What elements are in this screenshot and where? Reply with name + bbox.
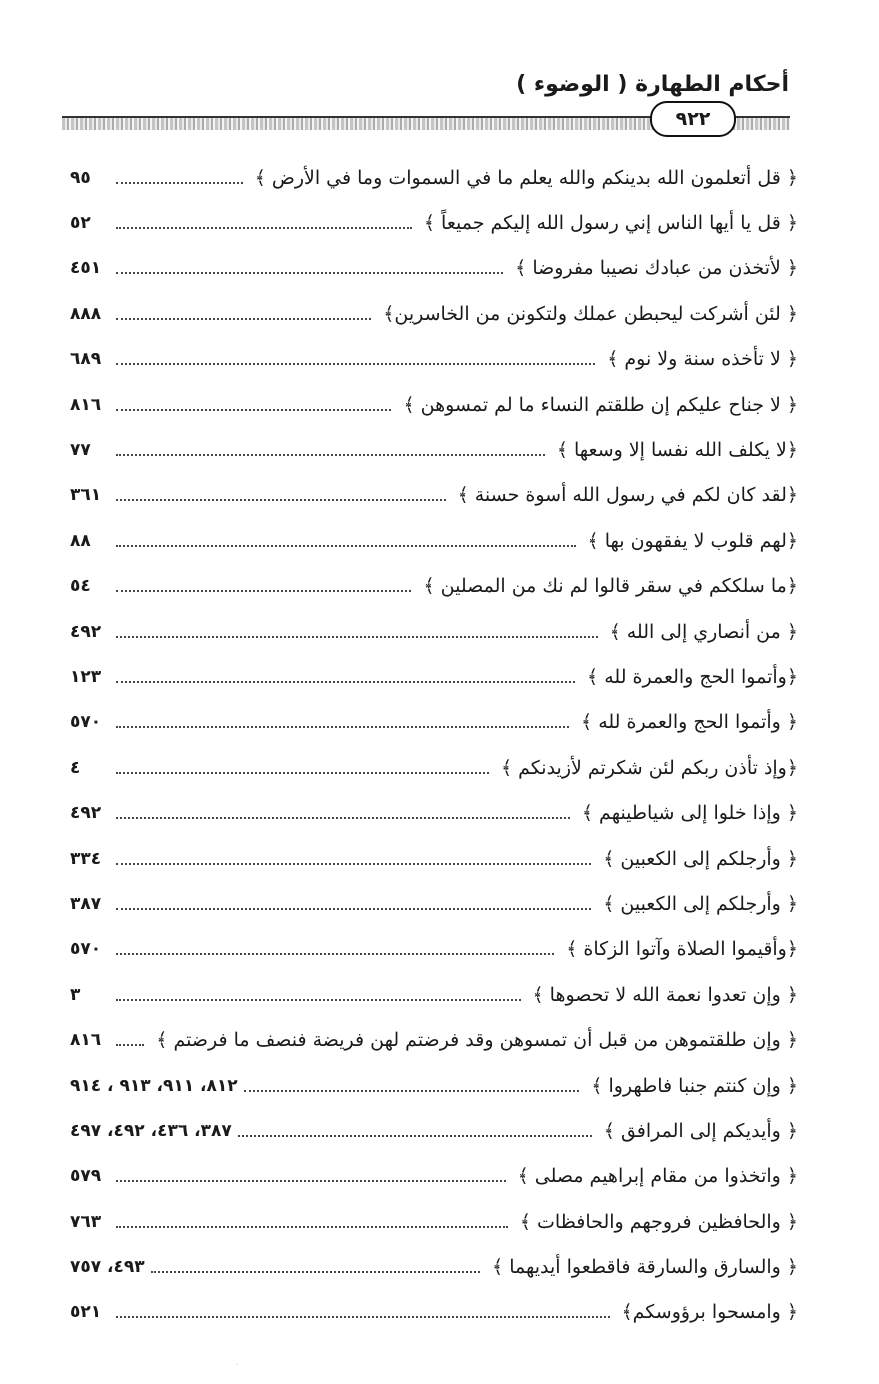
index-entry (70, 836, 798, 881)
index-entry (70, 1199, 798, 1244)
index-entry (70, 654, 798, 699)
verse-text: ﴿ والسارق والسارقة فاقطعوا أيديهما ﴾ (492, 1256, 798, 1279)
page-references: ٤٩٢ (70, 803, 102, 824)
dot-leader (151, 1271, 480, 1273)
index-entry (70, 518, 798, 563)
index-entry (70, 155, 798, 200)
dot-leader (116, 863, 591, 865)
verse-text: ﴿ وإن طلقتموهن من قبل أن تمسوهن وقد فرضتم لهن فريضة فنصف ما فرضتم ﴾ (156, 1029, 798, 1052)
page-references: ٤٩٣، ٧٥٧ (70, 1257, 145, 1278)
dot-leader (116, 726, 569, 728)
dot-leader (116, 545, 576, 547)
verse-index-list (70, 155, 798, 1335)
index-entry (70, 927, 798, 972)
dot-leader (116, 681, 575, 683)
index-entry (70, 745, 798, 790)
verse-text: ﴿وأقيموا الصلاة وآتوا الزكاة ﴾ (566, 938, 798, 961)
verse-text: ﴿ قل أتعلمون الله بدينكم والله يعلم ما في السموات وما في الأرض ﴾ (254, 166, 798, 189)
dot-leader (116, 454, 545, 456)
page-references: ٣٦١ (70, 485, 102, 506)
page-references: ٥٧٩ (70, 1166, 102, 1187)
verse-text: ﴿وإذ تأذن ربكم لئن شكرتم لأزيدنكم ﴾ (500, 756, 798, 779)
index-entry (70, 700, 798, 745)
page-references: ٥٤ (70, 576, 91, 597)
verse-text: ﴿لهم قلوب لا يفقهون بها ﴾ (587, 529, 798, 552)
verse-text: ﴿ وإذا خلوا إلى شياطينهم ﴾ (581, 802, 798, 825)
dot-leader (116, 1316, 610, 1318)
page-references: ٨١٦ (70, 394, 102, 415)
index-entry (70, 1154, 798, 1199)
verse-text: ﴿ وأرجلكم إلى الكعبين ﴾ (603, 847, 798, 870)
dot-leader (116, 182, 243, 184)
page-references: ٣٣٤ (70, 848, 102, 869)
index-entry (70, 473, 798, 518)
dot-leader (116, 1226, 508, 1228)
page-references: ٥٢ (70, 213, 91, 234)
dot-leader (116, 636, 598, 638)
verse-text: ﴿ لأتخذن من عبادك نصيبا مفروضا ﴾ (515, 257, 798, 280)
index-entry (70, 291, 798, 336)
index-entry (70, 246, 798, 291)
page-references: ٤ (70, 757, 81, 778)
page-references: ٤٥١ (70, 258, 102, 279)
index-entry (70, 1244, 798, 1289)
footer-mark: · (236, 1362, 238, 1369)
dot-leader (116, 499, 446, 501)
dot-leader (116, 908, 591, 910)
page-references: ١٢٣ (70, 666, 102, 687)
index-entry (70, 790, 798, 835)
running-header-title: أحكام الطهارة ( الوضوء ) (516, 72, 789, 97)
dot-leader (116, 590, 411, 592)
dot-leader (116, 227, 412, 229)
verse-text: ﴿لا يكلف الله نفسا إلا وسعها ﴾ (556, 439, 798, 462)
page-references: ٨٨٨ (70, 303, 102, 324)
page-references: ٧٦٣ (70, 1211, 102, 1232)
dot-leader (116, 318, 371, 320)
index-entry (70, 564, 798, 609)
verse-text: ﴿ من أنصاري إلى الله ﴾ (609, 620, 798, 643)
index-entry (70, 609, 798, 654)
page-references: ٨١٢، ٩١١، ٩١٣ ، ٩١٤ (70, 1075, 238, 1096)
dot-leader (116, 409, 391, 411)
page-number: ٩٢٢ (650, 101, 736, 137)
page-references: ٧٧ (70, 440, 91, 461)
page-references: ٣٨٧، ٤٣٦، ٤٩٢، ٤٩٧ (70, 1120, 232, 1141)
dot-leader (244, 1090, 580, 1092)
page-references: ٩٥ (70, 167, 91, 188)
index-entry (70, 337, 798, 382)
verse-text: ﴿ما سلككم في سقر قالوا لم نك من المصلين ﴾ (423, 575, 798, 598)
index-entry (70, 1290, 798, 1335)
dot-leader (238, 1135, 592, 1137)
index-entry (70, 881, 798, 926)
page-references: ٦٨٩ (70, 349, 102, 370)
index-entry (70, 1017, 798, 1062)
verse-text: ﴿وأتموا الحج والعمرة لله ﴾ (587, 665, 798, 688)
verse-text: ﴿ وامسحوا برؤوسكم﴾ (621, 1301, 798, 1324)
page-references: ٨٨ (70, 530, 91, 551)
dot-leader (116, 817, 570, 819)
verse-text: ﴿ وإن تعدوا نعمة الله لا تحصوها ﴾ (532, 983, 798, 1006)
dot-leader (116, 272, 503, 274)
page-references: ٥٧٠ (70, 712, 102, 733)
dot-leader (116, 772, 489, 774)
verse-text: ﴿ وأتموا الحج والعمرة لله ﴾ (581, 711, 798, 734)
page-references: ٨١٦ (70, 1030, 102, 1051)
verse-text: ﴿لقد كان لكم في رسول الله أسوة حسنة ﴾ (457, 484, 798, 507)
page-references: ٣٨٧ (70, 893, 102, 914)
verse-text: ﴿ واتخذوا من مقام إبراهيم مصلى ﴾ (517, 1165, 798, 1188)
dot-leader (116, 363, 595, 365)
dot-leader (116, 1180, 506, 1182)
index-entry (70, 1108, 798, 1153)
index-entry (70, 382, 798, 427)
dot-leader (116, 1044, 144, 1046)
page-references: ٤٩٢ (70, 621, 102, 642)
page-references: ٥٢١ (70, 1302, 102, 1323)
verse-text: ﴿ لا تأخذه سنة ولا نوم ﴾ (607, 348, 798, 371)
verse-text: ﴿ وأرجلكم إلى الكعبين ﴾ (603, 892, 798, 915)
index-entry (70, 200, 798, 245)
verse-text: ﴿ وأيديكم إلى المرافق ﴾ (603, 1119, 798, 1142)
verse-text: ﴿ وإن كنتم جنبا فاطهروا ﴾ (591, 1074, 798, 1097)
verse-text: ﴿ قل يا أيها الناس إني رسول الله إليكم جميعاً ﴾ (423, 212, 798, 235)
dot-leader (116, 953, 554, 955)
index-entry (70, 427, 798, 472)
verse-text: ﴿ لئن أشركت ليحبطن عملك ولتكونن من الخاسرين﴾ (383, 302, 798, 325)
verse-text: ﴿ لا جناح عليكم إن طلقتم النساء ما لم تمسوهن ﴾ (403, 393, 798, 416)
page-references: ٣ (70, 984, 81, 1005)
index-entry (70, 1063, 798, 1108)
index-entry (70, 972, 798, 1017)
page-references: ٥٧٠ (70, 939, 102, 960)
verse-text: ﴿ والحافظين فروجهم والحافظات ﴾ (519, 1210, 798, 1233)
dot-leader (116, 999, 521, 1001)
